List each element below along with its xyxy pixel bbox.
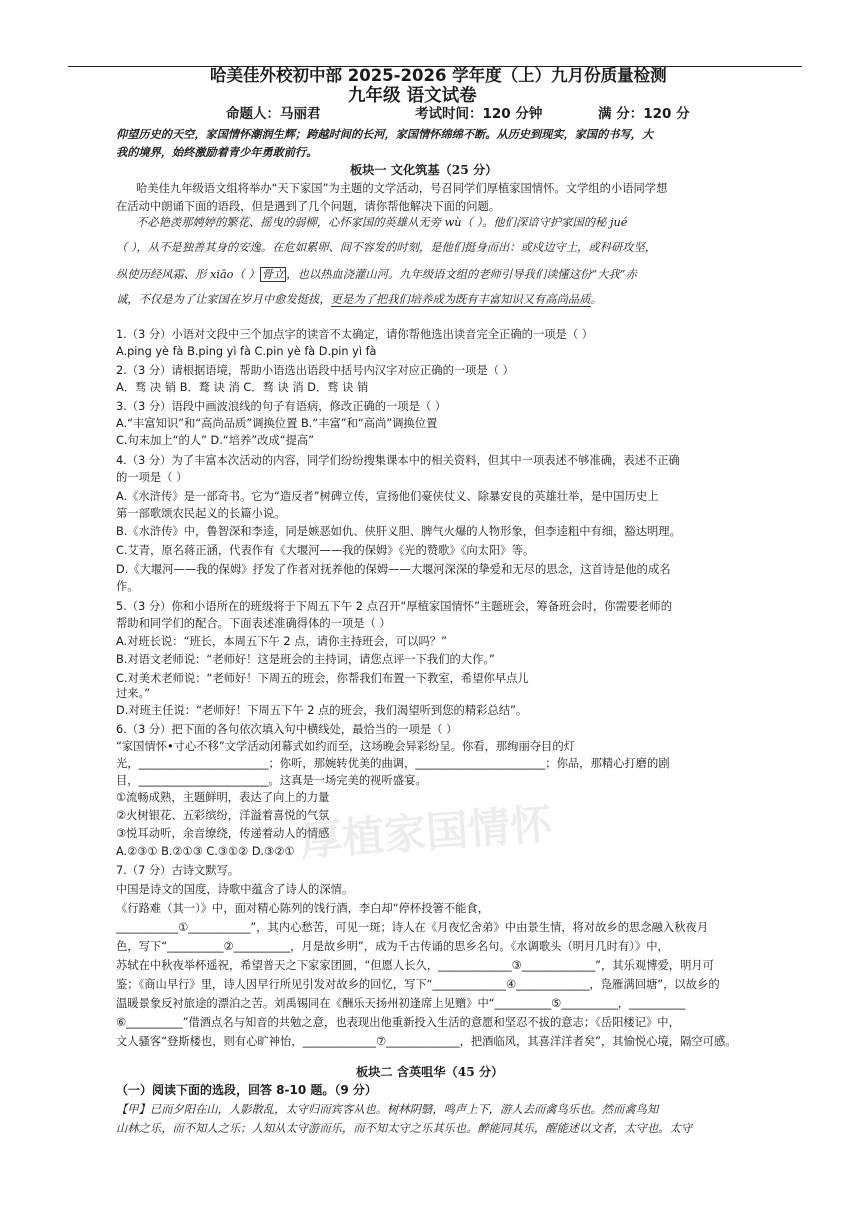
intro-line: 我的境界，始终激励着青少年勇敢前行。 bbox=[116, 145, 318, 159]
question-line: C.句末加上“的人” D.“培养”改成“提高” bbox=[116, 434, 315, 447]
question-line: 帮助和同学们的配合。下面表述准确得体的一项是（ ） bbox=[116, 617, 391, 630]
question-line: B.《水浒传》中，鲁智深和李逵，同是嫉恶如仇、侠肝义胆、脾气火爆的人物形象，但李逵粗中有细，豁达明理。 bbox=[116, 525, 681, 538]
question-line: 苏轼在中秋夜举杯遥祝，希望普天之下家家团圆，“但愿人长久，_____________③_____________”，其乐观博爱，明月可 bbox=[116, 959, 714, 972]
question-line: A.对班长说：“班长，本周五下午 2 点，请你主持班会，可以吗？” bbox=[116, 635, 447, 648]
author-label: 命题人：马丽君 bbox=[226, 106, 321, 122]
question-line: 文人骚客“登斯楼也，则有心旷神怡，_____________⑦_____________，把酒临风，其喜洋洋者矣”，其愉悦心境，隔空可感。 bbox=[116, 1035, 737, 1048]
passage-line: 纵使历经风霜、形 xiāo（ ） 骨立 ，也以热血浇灌山河。九年级语文组的老师引导我们读懂这份“大我”赤 bbox=[116, 268, 637, 281]
question-line: ③悦耳动听，余音缭绕，传递着动人的情感 bbox=[116, 827, 330, 840]
question-line: 6.（3 分）把下面的各句依次填入句中横线处，最恰当的一项是（ ） bbox=[116, 723, 458, 736]
question-line: B.对语文老师说：“老师好！这是班会的主持词，请您点评一下我们的大作。” bbox=[116, 653, 495, 666]
question-line: 色，写下“__________②__________，月是故乡明”，成为千古传诵的思乡名句。《水调歌头（明月几时有）》中， bbox=[116, 940, 669, 953]
score-label: 满 分：120 分 bbox=[598, 106, 690, 122]
classical-text-line: 山林之乐，而不知人之乐；人知从太守游而乐，而不知太守之乐其乐也。醉能同其乐，醒能述以文者，太守也。太守 bbox=[116, 1122, 693, 1135]
question-line: 5.（3 分）你和小语所在的班级将于下周五下午 2 点召开“厚植家国情怀”主题班会，筹备班会时，你需要老师的 bbox=[116, 600, 672, 613]
question-line: ①流畅成熟，主题鲜明，表达了向上的力量 bbox=[116, 791, 330, 804]
section-heading: 板块一 文化筑基（25 分） bbox=[350, 163, 498, 177]
question-line: A.②③① B.②①③ C.③①② D.③②① bbox=[116, 845, 295, 858]
question-line: A.“丰富知识”和“高尚品质”调换位置 B.“丰富”和“高尚”调换位置 bbox=[116, 417, 438, 430]
question-line: 《行路难（其一）》中，面对精心陈列的饯行酒，李白却“停杯投箸不能食， bbox=[116, 902, 490, 915]
lead-line: 哈美佳九年级语文组将举办“天下家国”为主题的文学活动，号召同学们厚植家国情怀。文学组的小语同学想 bbox=[136, 182, 668, 195]
passage-line: （ ），从不是独善其身的安逸。在危如累卵、间不容发的时刻，是他们挺身而出：或戍边守土，或科研攻坚， bbox=[116, 241, 657, 254]
question-line: 1.（3 分）小语对文段中三个加点字的读音不太确定，请你帮他选出读音完全正确的一项是（ ） bbox=[116, 328, 594, 341]
question-line: 4.（3 分）为了丰富本次活动的内容，同学们纷纷搜集课本中的相关资料，但其中一项表述不够准确，表述不正确 bbox=[116, 454, 680, 467]
question-line: D.《大堰河——我的保姆》抒发了作者对抚养他的保姆——大堰河深深的挚爱和无尽的思念，这首诗是他的成名 bbox=[116, 563, 671, 576]
question-line: A.《水浒传》是一部奇书。它为“造反者”树碑立传，宣扬他们豪侠仗义、除暴安良的英雄壮举，是中国历史上 bbox=[116, 490, 659, 503]
exam-title: 哈美佳外校初中部 2025-2026 学年度（上）九月份质量检测 bbox=[210, 66, 667, 85]
question-line: 鉴；《商山早行》里，诗人因早行所见引发对故乡的回忆，写下“_____________④_____________，凫雁满回塘”，以故乡的 bbox=[116, 978, 720, 991]
question-line: 中国是诗文的国度，诗歌中蕴含了诗人的深情。 bbox=[116, 883, 354, 896]
question-line: 7.（7 分）古诗文默写。 bbox=[116, 864, 240, 877]
question-line: 过来。” bbox=[116, 687, 151, 700]
exam-subtitle: 九年级 语文试卷 bbox=[348, 86, 477, 106]
question-line: A.ping yè fà B.ping yì fà C.pin yè fà D.pin yì fà bbox=[116, 345, 377, 358]
watermark: 厚植家国情怀 bbox=[298, 799, 554, 866]
question-line: 2.（3 分）请根据语境，帮助小语选出语段中括号内汉字对应正确的一项是（ ） bbox=[116, 364, 514, 377]
classical-text-line: 【甲】已而夕阳在山，人影散乱，太守归而宾客从也。树林阴翳，鸣声上下，游人去而禽鸟乐也。然而禽鸟知 bbox=[116, 1103, 659, 1116]
passage-line: 不必艳羡那娉婷的繁花、摇曳的弱柳，心怀家国的英雄从无旁 wù（ ）。他们深谙守护家国的秘 jué bbox=[136, 216, 628, 229]
question-line: C.对美术老师说：“老师好！下周五的班会，你帮我们布置一下教室，希望你早点儿 bbox=[116, 672, 529, 685]
boxed-word: 骨立 bbox=[261, 268, 285, 281]
question-line: 光，_______________________；你听，那婉转优美的曲调，_______________________；你品，那精心打磨的剧 bbox=[116, 757, 670, 770]
question-line: 温暖景象反衬旅途的漂泊之苦。刘禹锡同在《酬乐天扬州初逢席上见赠》中“__________⑤__________，__________ bbox=[116, 997, 686, 1010]
lead-line: 在活动中朗诵下面的语段，但是遇到了几个问题，请你帮他解决下面的问题。 bbox=[116, 200, 501, 213]
question-line: ⑥__________”借酒点名与知音的共勉之意，也表现出他重新投入生活的意愿和坚忍不拔的意志；《岳阳楼记》中， bbox=[116, 1016, 680, 1029]
intro-line: 仰望历史的天空，家国情怀潮润生辉；跨越时间的长河，家国情怀绵绵不断。从历史到现实，家国的书写，大 bbox=[116, 127, 654, 141]
question-line: 的一项是（ ） bbox=[116, 471, 188, 484]
question-line: D.对班主任说：“老师好！下周五下午 2 点的班会，我们渴望听到您的精彩总结”。 bbox=[116, 704, 528, 717]
question-line: 第一部歌颂农民起义的长篇小说。 bbox=[116, 507, 286, 520]
question-line: 3.（3 分）语段中画波浪线的句子有语病，修改正确的一项是（ ） bbox=[116, 400, 447, 413]
question-line: 目，_______________________。这真是一场完美的视听盛宴。 bbox=[116, 774, 427, 787]
passage-line: 诚，不仅是为了让家国在岁月中愈发挺拔，更是为了把我们培养成为既有丰富知识又有高尚品质。 bbox=[116, 293, 602, 306]
subsection-heading: （一）阅读下面的选段，回答 8-10 题。（9 分） bbox=[116, 1083, 377, 1097]
wavy-underlined-sentence: 更是为了把我们培养成为既有丰富知识又有高尚品质 bbox=[330, 293, 591, 306]
question-line: 作。 bbox=[116, 580, 139, 593]
time-label: 考试时间：120 分钟 bbox=[415, 106, 543, 122]
question-line: A．骛 决 销 B．鹜 诀 消 C．骛 诀 消 D．骛 诀 销 bbox=[116, 381, 369, 394]
question-line: “家国情怀•寸心不移”文学活动闭幕式如约而至，这场晚会异彩纷呈。你看，那绚丽夺目的灯 bbox=[116, 740, 575, 753]
question-line: ②火树银花、五彩缤纷，洋溢着喜悦的气氛 bbox=[116, 809, 330, 822]
section-heading: 板块二 含英咀华（45 分） bbox=[356, 1065, 504, 1079]
question-line: ___________①___________”，其内心愁苦，可见一斑；诗人在《月夜忆舍弟》中由景生情，将对故乡的思念融入秋夜月 bbox=[116, 921, 709, 934]
question-line: C.艾青，原名蒋正涵，代表作有《大堰河——我的保姆》《光的赞歌》《向太阳》等。 bbox=[116, 544, 535, 557]
